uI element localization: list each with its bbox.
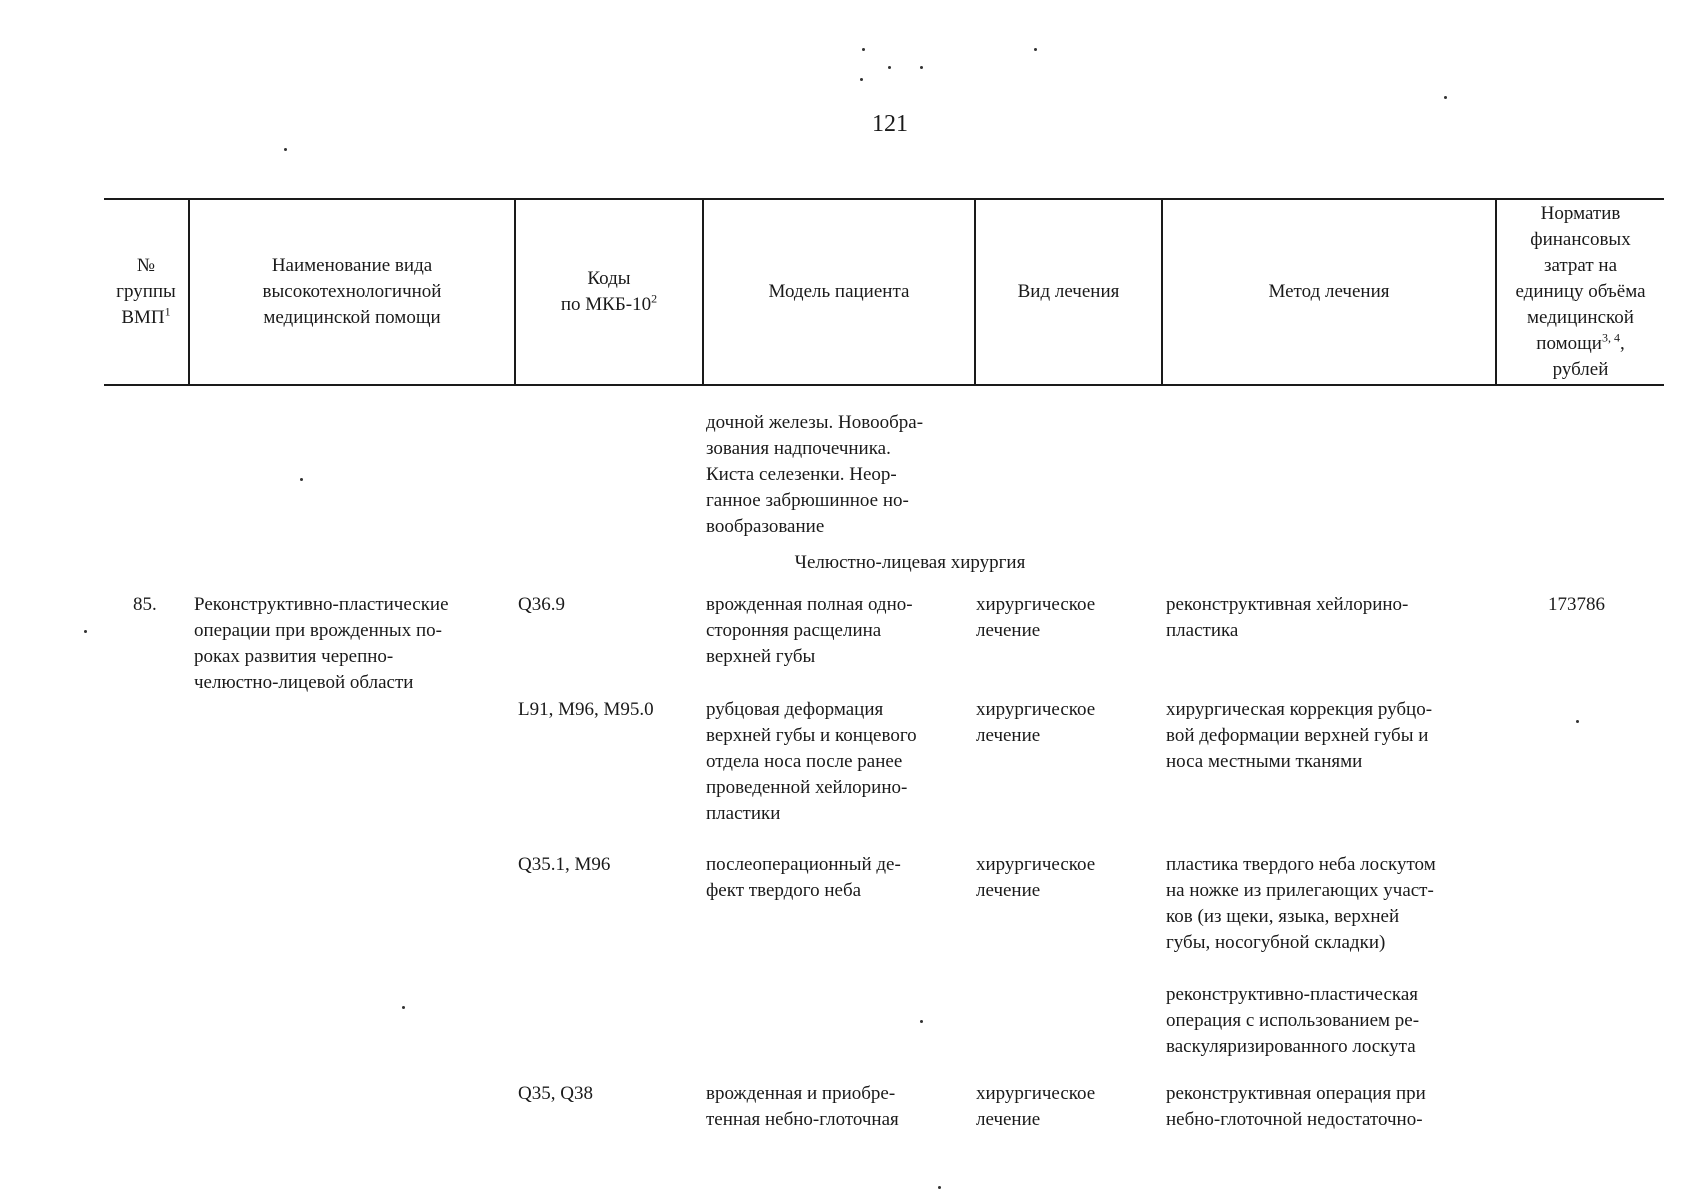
group-care-name: Реконструктивно-пластические операции при врожденных по- роках развития черепно- челюстно-лицевой области <box>194 594 449 693</box>
header-col7-line3: затрат на <box>1543 255 1618 276</box>
table-row-3-method-alt: реконструктивно-пластическая операция с использованием ре- васкуляризированного лоскута <box>1166 984 1420 1057</box>
header-col7-line4: единицу объёма <box>1515 281 1646 302</box>
table-row-1-treatment: хирургическое лечение <box>976 594 1096 641</box>
scan-speck <box>1444 96 1447 99</box>
header-col1-line1: № <box>136 255 156 276</box>
table-row-2-codes: L91, M96, M95.0 <box>518 699 654 720</box>
table-row-1-codes: Q36.9 <box>518 594 565 615</box>
table-row-2-treatment: хирургическое лечение <box>976 699 1096 746</box>
scan-speck <box>402 1006 405 1009</box>
table-row-3-model: послеоперационный де- фект твердого неба <box>706 854 901 901</box>
scan-speck <box>284 148 287 151</box>
header-col2-line3: медицинской помощи <box>263 307 441 328</box>
header-col7-line2: финансовых <box>1530 229 1631 250</box>
scan-speck <box>920 66 923 69</box>
header-col7-line6: помощи <box>1536 333 1602 354</box>
group-number: 85. <box>133 594 157 615</box>
header-patient-model: Модель пациента <box>702 200 974 384</box>
header-care-name <box>188 200 514 384</box>
header-col2-line1: Наименование вида <box>271 255 433 276</box>
table-row-4-treatment: хирургическое лечение <box>976 1083 1096 1130</box>
header-treatment-type: Вид лечения <box>974 200 1161 384</box>
header-col2-line2: высокотехнологичной <box>262 281 442 302</box>
header-group-number <box>104 200 188 384</box>
table-row-4-codes: Q35, Q38 <box>518 1083 593 1104</box>
table-row-3-codes: Q35.1, M96 <box>518 854 611 875</box>
header-treatment-method: Метод лечения <box>1161 200 1495 384</box>
scan-speck <box>862 48 865 51</box>
header-col1-line3: ВМП <box>121 307 165 328</box>
group-cost-norm: 173786 <box>1548 594 1605 615</box>
scan-speck <box>84 630 87 633</box>
table-row-1-method: реконструктивная хейлорино- пластика <box>1166 594 1409 641</box>
scan-speck <box>1576 720 1579 723</box>
header-icd-codes <box>514 200 702 384</box>
continuation-patient-model: дочной железы. Новообра- зования надпочечника. Киста селезенки. Неор- ганное забрюшинное но- вообразование <box>706 412 924 537</box>
table-row-3-treatment: хирургическое лечение <box>976 854 1096 901</box>
header-col7-line5: медицинской <box>1527 307 1634 328</box>
table-header <box>104 198 1664 386</box>
header-cost-norm: Норматив финансовых затрат на единицу объёма медицинской помощи$^{3, 4}$, рублей <box>1495 200 1664 384</box>
section-title: Челюстно-лицевая хирургия <box>794 552 1026 573</box>
header-col7-line7: рублей <box>1552 359 1609 380</box>
scan-speck <box>938 1186 941 1189</box>
header-col7-line1: Норматив <box>1540 203 1621 224</box>
table-row-1-model: врожденная полная одно- сторонняя расщелина верхней губы <box>706 594 913 667</box>
table-row-2-method: хирургическая коррекция рубцо- вой деформации верхней губы и носа местными тканями <box>1166 699 1433 772</box>
scan-speck <box>300 478 303 481</box>
scan-speck <box>888 66 891 69</box>
scan-speck <box>860 78 863 81</box>
scan-speck <box>920 1020 923 1023</box>
header-col3-line2: по МКБ-10 <box>560 294 652 315</box>
header-col3-line1: Коды <box>587 268 631 289</box>
scan-speck <box>1034 48 1037 51</box>
table-row-4-model: врожденная и приобре- тенная небно-глоточная <box>706 1083 899 1130</box>
table-row-2-model: рубцовая деформация верхней губы и концевого отдела носа после ранее проведенной хейлорино- пластики <box>706 699 917 824</box>
page-number: 121 <box>872 111 908 137</box>
table-row-4-method: реконструктивная операция при небно-глоточной недостаточно- <box>1166 1083 1426 1130</box>
table-row-3-method: пластика твердого неба лоскутом на ножке из прилегающих участ- ков (из щеки, языка, верхней губы, носогубной складки) <box>1166 854 1436 953</box>
footnote-ref-3-4: 3, 4 <box>1601 330 1620 345</box>
header-col1-line2: группы <box>116 281 176 302</box>
footnote-ref-1: 1 <box>164 304 171 319</box>
footnote-ref-2: 2 <box>651 291 658 306</box>
